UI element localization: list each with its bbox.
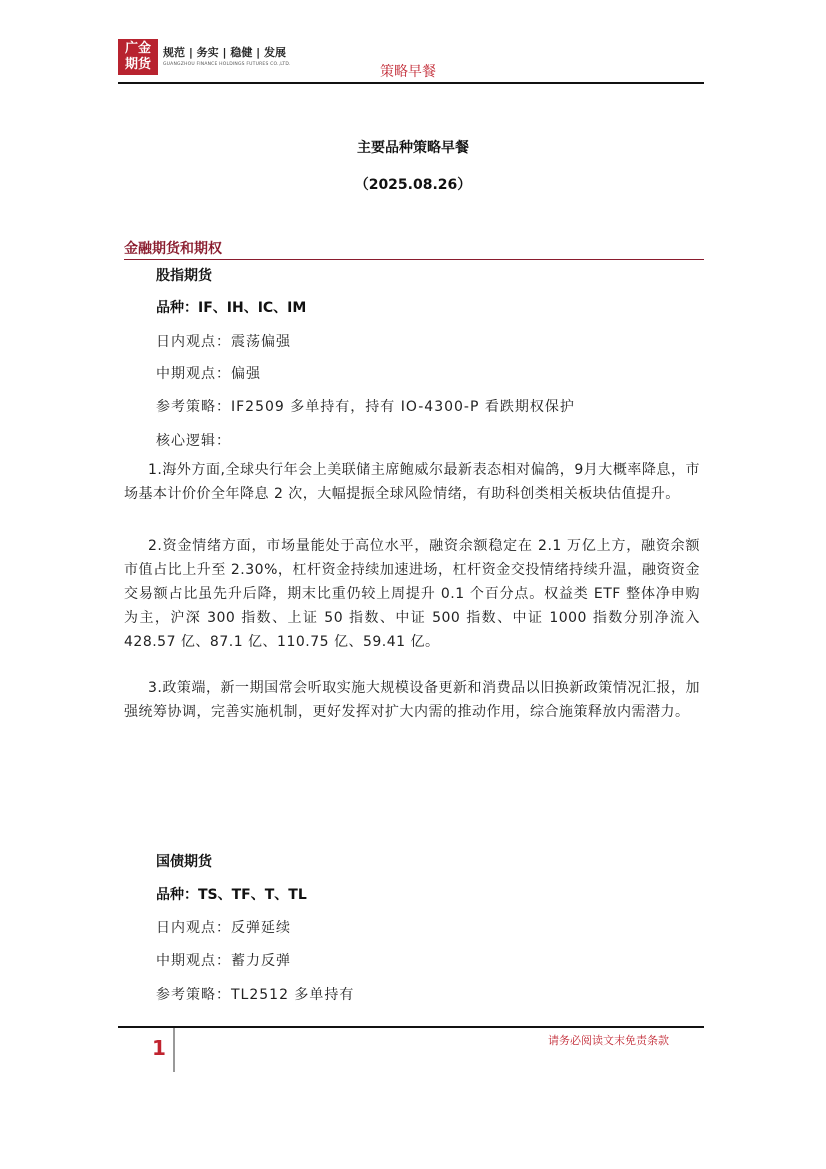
footer-vertical-divider [173, 1028, 175, 1072]
stock-index-intraday-view: 日内观点：震荡偏强 [156, 334, 291, 350]
stock-index-variety: 品种：IF、IH、IC、IM [156, 300, 307, 316]
disclaimer-link: 请务必阅读文末免责条款 [548, 1034, 669, 1047]
page-number: 1 [152, 1036, 166, 1060]
logo-line-2: 期货 [124, 57, 151, 72]
stock-index-midterm-view: 中期观点：偏强 [156, 366, 261, 382]
core-logic-label: 核心逻辑： [156, 433, 231, 449]
company-slogan: 规范 | 务实 | 稳健 | 发展 [163, 46, 287, 59]
footer-divider [118, 1026, 704, 1028]
company-english-name: GUANGZHOU FINANCE HOLDINGS FUTURES CO.,LTD. [163, 62, 291, 67]
report-date: （2025.08.26） [354, 177, 472, 193]
bond-intraday-view: 日内观点：反弹延续 [156, 920, 291, 936]
logic-point-3: 3.政策端，新一期国常会听取实施大规模设备更新和消费品以旧换新政策情况汇报，加强统筹协调，完善实施机制，更好发挥对扩大内需的推动作用，综合施策释放内需潜力。 [124, 680, 700, 720]
bond-variety: 品种：TS、TF、T、TL [156, 887, 307, 903]
stock-index-heading: 股指期货 [156, 268, 212, 284]
stock-index-strategy: 参考策略：IF2509 多单持有，持有 IO-4300-P 看跌期权保护 [156, 399, 575, 415]
header-divider [118, 82, 704, 84]
section-title: 金融期货和期权 [124, 241, 222, 257]
logic-point-2: 2.资金情绪方面，市场量能处于高位水平，融资余额稳定在 2.1 万亿上方，融资余额市值占比上升至 2.30%，杠杆资金持续加速进场，杠杆资金交投情绪持续升温，融资资金交易额占比虽先升后降，期末比重仍较上周提升 0.1 个百分点。权益类 ETF 整体净申购为主，沪深 300 指数、上证 50 指数、中证 500 指数、中证 1000 指数分别净流入 428.57 亿、87.1 亿、110.75 亿、59.41 亿。 [124, 538, 700, 650]
section-divider [124, 259, 704, 260]
page-title: 主要品种策略早餐 [357, 140, 469, 156]
bond-heading: 国债期货 [156, 854, 212, 870]
company-logo [118, 39, 158, 75]
bond-midterm-view: 中期观点：蓄力反弹 [156, 953, 291, 969]
bond-strategy: 参考策略：TL2512 多单持有 [156, 987, 355, 1003]
logic-point-1: 1.海外方面,全球央行年会上美联储主席鲍威尔最新表态相对偏鸽，9月大概率降息，市场基本计价价全年降息 2 次，大幅提振全球风险情绪，有助科创类相关板块估值提升。 [124, 462, 700, 502]
document-type: 策略早餐 [380, 64, 436, 80]
logo-line-1: 广金 [124, 41, 151, 56]
